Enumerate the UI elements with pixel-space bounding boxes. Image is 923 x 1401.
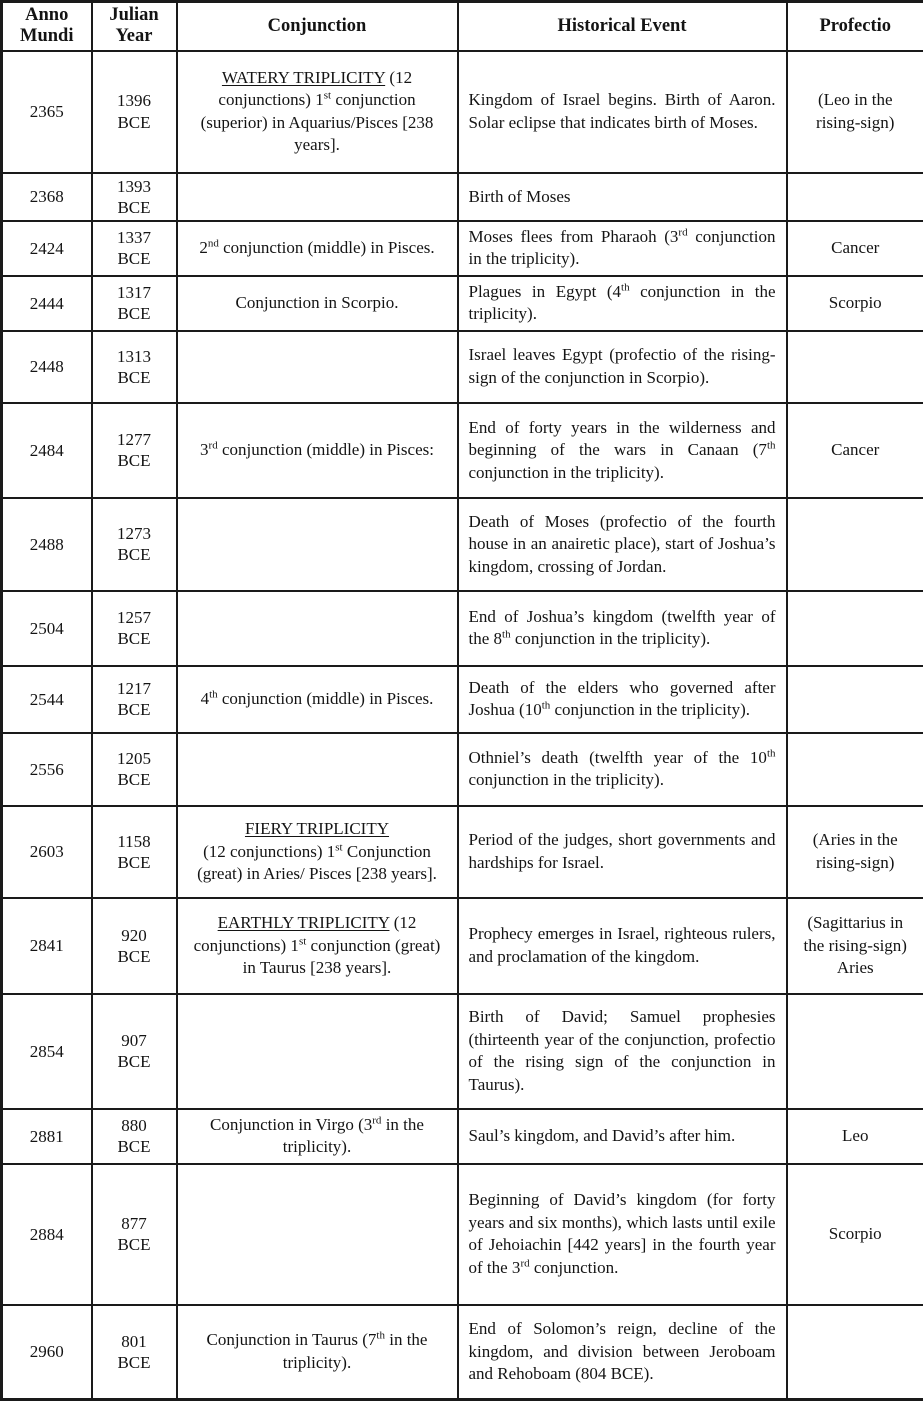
header-anno-mundi: Anno Mundi xyxy=(2,2,92,51)
anno-mundi-cell: 2544 xyxy=(2,666,92,733)
conjunction-cell xyxy=(177,994,458,1109)
table-row xyxy=(2,733,923,806)
conjunction-cell: EARTHLY TRIPLICITY (12 conjunctions) 1st conjunction (great) in Taurus [238 years]. xyxy=(177,898,458,994)
historical-event-cell: End of Joshua’s kingdom (twelfth year of the 8th conjunction in the triplicity). xyxy=(458,591,787,666)
conjunction-cell xyxy=(177,498,458,591)
table-row xyxy=(2,51,923,173)
anno-mundi-cell: 2841 xyxy=(2,898,92,994)
historical-event-cell: Saul’s kingdom, and David’s after him. xyxy=(458,1109,787,1164)
table-row xyxy=(2,403,923,498)
historical-event-cell: Death of the elders who governed after Joshua (10th conjunction in the triplicity). xyxy=(458,666,787,733)
historical-event-cell: End of Solomon’s reign, decline of the kingdom, and division between Jeroboam and Rehoboam (804 BCE). xyxy=(458,1305,787,1400)
profectio-cell xyxy=(787,591,923,666)
historical-event-cell: Plagues in Egypt (4th conjunction in the triplicity). xyxy=(458,276,787,331)
julian-year-cell: 920 BCE xyxy=(92,898,177,994)
historical-event-cell: Birth of David; Samuel prophesies (thirteenth year of the conjunction, profectio of the rising sign of the conjunction in Taurus). xyxy=(458,994,787,1109)
conjunction-cell: Conjunction in Scorpio. xyxy=(177,276,458,331)
julian-year-cell: 1277 BCE xyxy=(92,403,177,498)
anno-mundi-cell: 2365 xyxy=(2,51,92,173)
anno-mundi-cell: 2960 xyxy=(2,1305,92,1400)
julian-year-cell: 1273 BCE xyxy=(92,498,177,591)
table-row xyxy=(2,173,923,222)
header-julian-year: Julian Year xyxy=(92,2,177,51)
table-header xyxy=(2,2,923,51)
header-row xyxy=(2,2,923,51)
table-row xyxy=(2,1109,923,1164)
anno-mundi-cell: 2424 xyxy=(2,221,92,276)
conjunction-cell xyxy=(177,1164,458,1305)
historical-event-cell: End of forty years in the wilderness and beginning of the wars in Canaan (7th conjunction in the triplicity). xyxy=(458,403,787,498)
table-row xyxy=(2,1164,923,1305)
table-row xyxy=(2,1305,923,1400)
conjunction-cell xyxy=(177,591,458,666)
header-conjunction: Conjunction xyxy=(177,2,458,51)
historical-event-cell: Beginning of David’s kingdom (for forty years and six months), which lasts until exile of Jehoiachin [442 years] in the fourth year of the 3rd conjunction. xyxy=(458,1164,787,1305)
anno-mundi-cell: 2884 xyxy=(2,1164,92,1305)
anno-mundi-cell: 2488 xyxy=(2,498,92,591)
anno-mundi-cell: 2444 xyxy=(2,276,92,331)
julian-year-cell: 877 BCE xyxy=(92,1164,177,1305)
julian-year-cell: 1205 BCE xyxy=(92,733,177,806)
julian-year-cell: 1257 BCE xyxy=(92,591,177,666)
table-row xyxy=(2,994,923,1109)
conjunction-cell: WATERY TRIPLICITY (12 conjunctions) 1st conjunction (superior) in Aquarius/Pisces [238 years]. xyxy=(177,51,458,173)
table-row xyxy=(2,221,923,276)
anno-mundi-cell: 2368 xyxy=(2,173,92,222)
profectio-cell: Scorpio xyxy=(787,1164,923,1305)
julian-year-cell: 880 BCE xyxy=(92,1109,177,1164)
table-row xyxy=(2,806,923,898)
julian-year-cell: 801 BCE xyxy=(92,1305,177,1400)
profectio-cell xyxy=(787,173,923,222)
conjunction-cell: 2nd conjunction (middle) in Pisces. xyxy=(177,221,458,276)
conjunction-cell: 3rd conjunction (middle) in Pisces: xyxy=(177,403,458,498)
profectio-cell xyxy=(787,498,923,591)
historical-event-cell: Birth of Moses xyxy=(458,173,787,222)
historical-event-cell: Israel leaves Egypt (profectio of the rising-sign of the conjunction in Scorpio). xyxy=(458,331,787,403)
historical-event-cell: Prophecy emerges in Israel, righteous rulers, and proclamation of the kingdom. xyxy=(458,898,787,994)
header-profectio: Profectio xyxy=(787,2,923,51)
anno-mundi-cell: 2556 xyxy=(2,733,92,806)
profectio-cell: (Aries in the rising-sign) xyxy=(787,806,923,898)
conjunction-cell: FIERY TRIPLICITY (12 conjunctions) 1st Conjunction (great) in Aries/ Pisces [238 years]. xyxy=(177,806,458,898)
historical-event-cell: Kingdom of Israel begins. Birth of Aaron. Solar eclipse that indicates birth of Moses. xyxy=(458,51,787,173)
profectio-cell: Cancer xyxy=(787,403,923,498)
header-historical-event: Historical Event xyxy=(458,2,787,51)
table-body xyxy=(2,51,923,1400)
profectio-cell: (Leo in the rising-sign) xyxy=(787,51,923,173)
conjunction-cell xyxy=(177,173,458,222)
profectio-cell xyxy=(787,331,923,403)
profectio-cell xyxy=(787,733,923,806)
julian-year-cell: 1317 BCE xyxy=(92,276,177,331)
historical-event-cell: Othniel’s death (twelfth year of the 10th conjunction in the triplicity). xyxy=(458,733,787,806)
julian-year-cell: 1217 BCE xyxy=(92,666,177,733)
julian-year-cell: 1396 BCE xyxy=(92,51,177,173)
conjunction-cell xyxy=(177,733,458,806)
conjunction-cell xyxy=(177,331,458,403)
profectio-cell xyxy=(787,1305,923,1400)
anno-mundi-cell: 2603 xyxy=(2,806,92,898)
conjunction-cell: 4th conjunction (middle) in Pisces. xyxy=(177,666,458,733)
julian-year-cell: 1393 BCE xyxy=(92,173,177,222)
table-row xyxy=(2,498,923,591)
julian-year-cell: 1313 BCE xyxy=(92,331,177,403)
julian-year-cell: 907 BCE xyxy=(92,994,177,1109)
profectio-cell xyxy=(787,666,923,733)
julian-year-cell: 1158 BCE xyxy=(92,806,177,898)
table-row xyxy=(2,276,923,331)
table-row xyxy=(2,591,923,666)
anno-mundi-cell: 2484 xyxy=(2,403,92,498)
profectio-cell: (Sagittarius in the rising-sign) Aries xyxy=(787,898,923,994)
conjunction-cell: Conjunction in Taurus (7th in the triplicity). xyxy=(177,1305,458,1400)
historical-event-cell: Moses flees from Pharaoh (3rd conjunction in the triplicity). xyxy=(458,221,787,276)
historical-event-cell: Period of the judges, short governments and hardships for Israel. xyxy=(458,806,787,898)
table-row xyxy=(2,898,923,994)
profectio-cell: Scorpio xyxy=(787,276,923,331)
julian-year-cell: 1337 BCE xyxy=(92,221,177,276)
historical-event-cell: Death of Moses (profectio of the fourth house in an anairetic place), start of Joshua’s kingdom, crossing of Jordan. xyxy=(458,498,787,591)
table-row xyxy=(2,331,923,403)
profectio-cell xyxy=(787,994,923,1109)
table-row xyxy=(2,666,923,733)
anno-mundi-cell: 2881 xyxy=(2,1109,92,1164)
profectio-cell: Leo xyxy=(787,1109,923,1164)
conjunction-cell: Conjunction in Virgo (3rd in the triplicity). xyxy=(177,1109,458,1164)
profectio-cell: Cancer xyxy=(787,221,923,276)
anno-mundi-cell: 2854 xyxy=(2,994,92,1109)
anno-mundi-cell: 2504 xyxy=(2,591,92,666)
anno-mundi-cell: 2448 xyxy=(2,331,92,403)
